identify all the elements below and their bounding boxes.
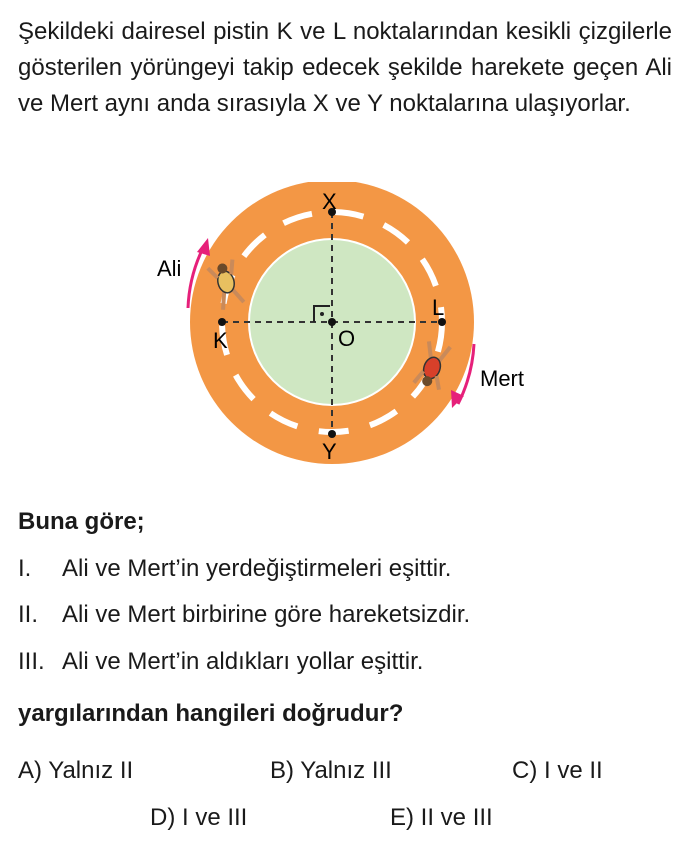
statement-1 bbox=[18, 555, 451, 583]
lead-text: Buna göre; bbox=[18, 508, 145, 535]
statement-3 bbox=[18, 648, 423, 676]
label-x: X bbox=[322, 189, 337, 214]
statement-number: I. bbox=[18, 555, 32, 582]
label-y: Y bbox=[322, 439, 337, 464]
statement-number: III. bbox=[18, 648, 45, 675]
label-k: K bbox=[213, 328, 228, 353]
statement-number: II. bbox=[18, 601, 39, 628]
statement-2 bbox=[18, 601, 470, 629]
closing-question: yargılarından hangileri doğrudur? bbox=[18, 700, 404, 727]
right-angle-dot bbox=[320, 312, 324, 316]
question-text: Şekildeki dairesel pistin K ve L noktalarından kesikli çizgilerle gösterilen yörüngeyi takip edecek şekilde harekete geçen Ali ve Mert aynı anda sırasıyla X ve Y noktalarına ulaşıyorlar. bbox=[18, 18, 672, 117]
label-mert: Mert bbox=[480, 366, 524, 391]
statement-text: Ali ve Mert’in yerdeğiştirmeleri eşittir. bbox=[62, 555, 452, 582]
label-l: L bbox=[432, 295, 445, 320]
option-e[interactable]: E) II ve III bbox=[390, 804, 493, 831]
label-o: O bbox=[338, 326, 356, 351]
statement-text: Ali ve Mert birbirine göre hareketsizdir. bbox=[62, 601, 471, 628]
label-ali: Ali bbox=[157, 256, 182, 281]
option-d[interactable]: D) I ve III bbox=[150, 804, 248, 831]
circular-track-figure bbox=[0, 182, 688, 482]
option-b[interactable]: B) Yalnız III bbox=[270, 757, 392, 784]
option-c[interactable]: C) I ve II bbox=[512, 757, 603, 784]
point-y bbox=[328, 430, 336, 438]
point-o bbox=[328, 318, 336, 326]
statement-text: Ali ve Mert’in aldıkları yollar eşittir. bbox=[62, 648, 424, 675]
point-k bbox=[218, 318, 226, 326]
option-a[interactable]: A) Yalnız II bbox=[18, 757, 134, 784]
